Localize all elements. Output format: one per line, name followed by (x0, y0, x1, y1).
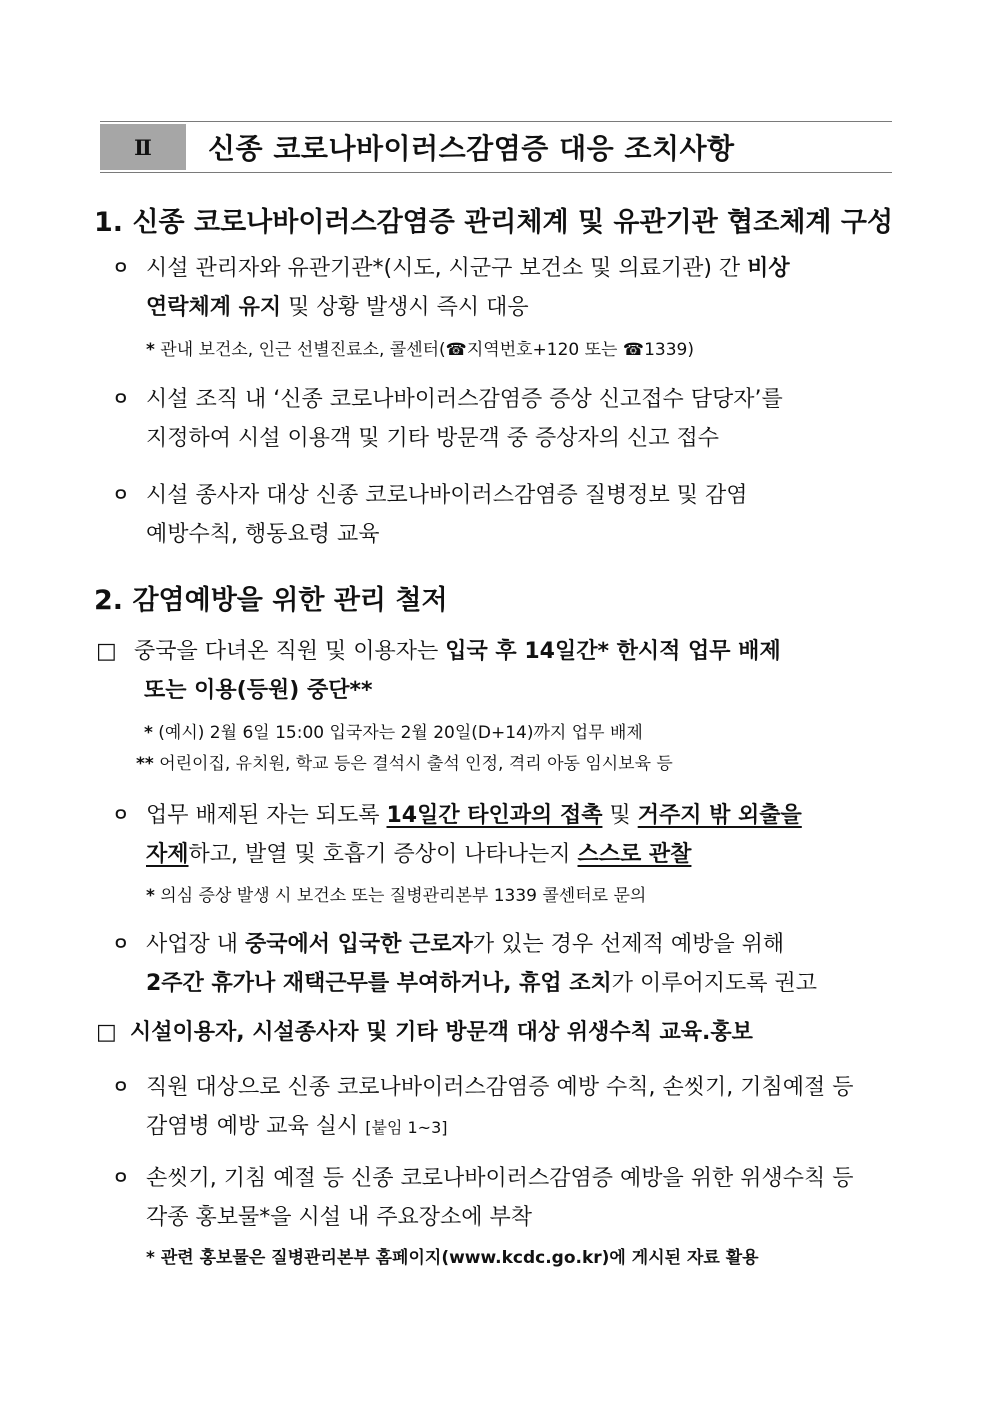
s1-bullet-2: ㅇ 시설 조직 내 ‘신종 코로나바이러스감염증 증상 신고접수 담당자’를 지정하여 시설 이용객 및 기타 방문객 중 증상자의 신고 접수 (112, 380, 783, 458)
s2-bullet-2: ㅇ 사업장 내 중국에서 입국한 근로자가 있는 경우 선제적 예방을 위해 2주간 휴가나 재택근무를 부여하거나, 휴업 조치가 이루어지도록 권고 (112, 925, 817, 1003)
bullet-mark: ㅇ (112, 1168, 130, 1189)
s2-box-para-1: □ 중국을 다녀온 직원 및 이용자는 입국 후 14일간* 한시적 업무 배제 또는 이용(등원) 중단** (96, 632, 781, 710)
s2-bullet-4-note: * 관련 홍보물은 질병관리본부 홈페이지(www.kcdc.go.kr)에 게시된 자료 활용 (146, 1248, 759, 1268)
bullet-mark: ㅇ (112, 1077, 130, 1098)
bullet-mark: ㅇ (112, 485, 130, 506)
s1-bullet-3: ㅇ 시설 종사자 대상 신종 코로나바이러스감염증 질병정보 및 감염 예방수칙, 행동요령 교육 (112, 476, 748, 554)
s2-box-para-2: □ 시설이용자, 시설종사자 및 기타 방문객 대상 위생수칙 교육.홍보 (96, 1013, 753, 1052)
s2-bullet-3: ㅇ 직원 대상으로 신종 코로나바이러스감염증 예방 수칙, 손씻기, 기침예절 등 감염병 예방 교육 실시 [붙임 1~3] (112, 1068, 854, 1147)
bullet-mark: ㅇ (112, 258, 130, 279)
heading-2: 2. 감염예방을 위한 관리 철저 (94, 585, 448, 616)
bullet-mark: ㅇ (112, 934, 130, 955)
section-number: Ⅱ (100, 124, 186, 170)
s2-bullet-1-note: * 의심 증상 발생 시 보건소 또는 질병관리본부 1339 콜센터로 문의 (146, 886, 647, 906)
section-banner (100, 121, 892, 173)
s1-bullet-1: ㅇ 시설 관리자와 유관기관*(시도, 시군구 보건소 및 의료기관) 간 비상 연락체계 유지 및 상황 발생시 즉시 대응 (112, 249, 790, 327)
s1-bullet-1-note: * 관내 보건소, 인근 선별진료소, 콜센터(☎지역번호+120 또는 ☎1339) (146, 340, 694, 360)
s2-box-para-1-note-1: * (예시) 2월 6일 15:00 입국자는 2월 20일(D+14)까지 업무 배제 (144, 723, 643, 743)
heading-1: 1. 신종 코로나바이러스감염증 관리체계 및 유관기관 협조체계 구성 (94, 207, 894, 238)
s2-bullet-1: ㅇ 업무 배제된 자는 되도록 14일간 타인과의 접촉 및 거주지 밖 외출을 자제하고, 발열 및 호흡기 증상이 나타나는지 스스로 관찰 (112, 796, 802, 874)
s2-bullet-4: ㅇ 손씻기, 기침 예절 등 신종 코로나바이러스감염증 예방을 위한 위생수칙 등 각종 홍보물*을 시설 내 주요장소에 부착 (112, 1159, 854, 1237)
bullet-mark: ㅇ (112, 805, 130, 826)
attachment-ref: [붙임 1~3] (365, 1118, 448, 1137)
box-mark: □ (96, 639, 117, 664)
section-title: 신종 코로나바이러스감염증 대응 조치사항 (208, 132, 735, 165)
bullet-mark: ㅇ (112, 389, 130, 410)
box-mark: □ (96, 1020, 117, 1045)
s2-box-para-1-note-2: ** 어린이집, 유치원, 학교 등은 결석시 출석 인정, 격리 아동 임시보육 등 (136, 754, 673, 774)
